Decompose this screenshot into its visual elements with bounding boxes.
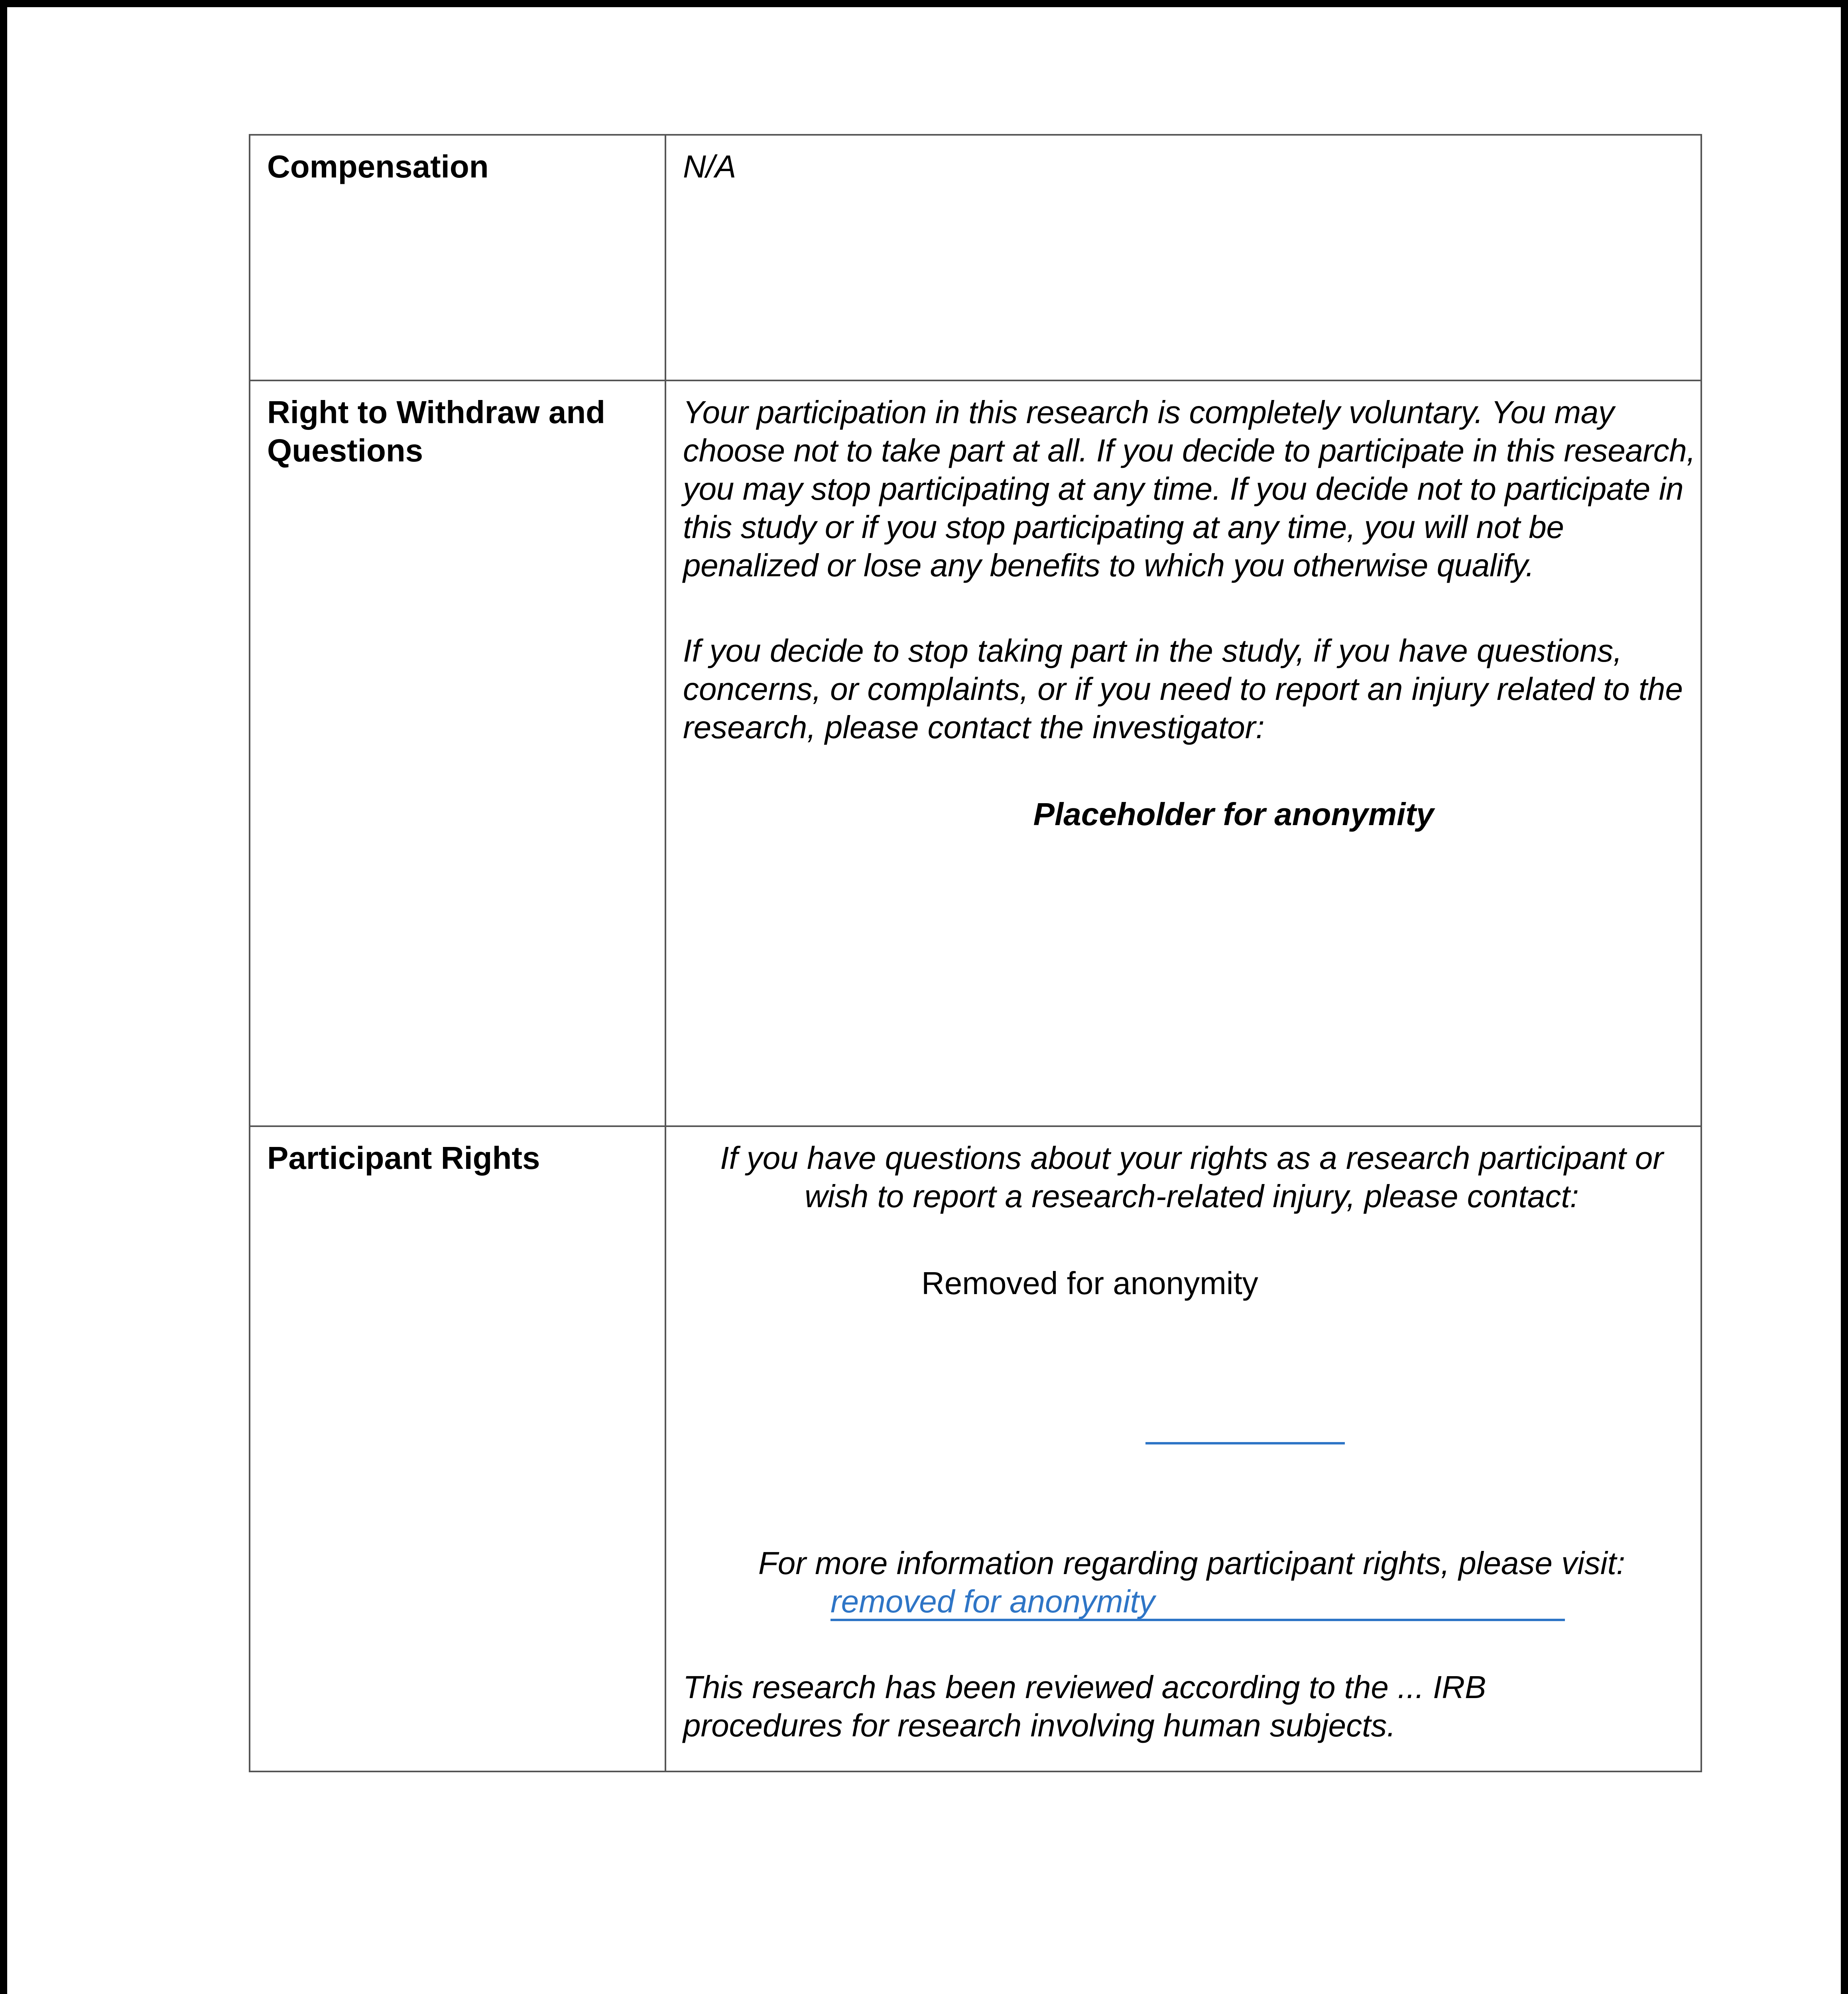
withdraw-row bbox=[250, 380, 1701, 1126]
rights-content-cell bbox=[665, 1126, 1701, 1771]
rights-label: Participant Rights bbox=[267, 1140, 540, 1176]
withdraw-paragraph-1: Your participation in this research is completely voluntary. You may choose not to take part at all. If you decide to participate in this research, you may stop participating at any time. If you decide not to participate in this study or if you stop participating at any time, you will not be penalized or lose any benefits to which you otherwise qualify. bbox=[683, 394, 1696, 583]
rights-intro-line2: wish to report a research-related injury, please contact: bbox=[805, 1178, 1579, 1214]
rights-content bbox=[666, 1127, 1700, 1745]
irb-review-statement bbox=[683, 1668, 1700, 1745]
more-info-text: For more information regarding participant rights, please visit: bbox=[758, 1545, 1626, 1581]
compensation-content: N/A bbox=[683, 149, 736, 184]
rights-intro bbox=[683, 1139, 1700, 1216]
withdraw-label-line1: Right to Withdraw and bbox=[267, 394, 606, 430]
withdraw-label-cell bbox=[250, 380, 665, 1126]
consent-form-table bbox=[249, 134, 1702, 1772]
compensation-label-cell bbox=[250, 135, 665, 380]
withdraw-paragraph-2: If you decide to stop taking part in the study, if you have questions, concerns, or complaints, or if you need to report an injury related to the research, please contact the investigator: bbox=[683, 633, 1683, 745]
irb-review-line2: procedures for research involving human subjects. bbox=[683, 1708, 1396, 1743]
empty-link-underline[interactable] bbox=[1145, 1442, 1345, 1444]
irb-review-line1: This research has been reviewed according to the ... IRB bbox=[683, 1669, 1486, 1705]
withdraw-label bbox=[250, 381, 665, 470]
compensation-label: Compensation bbox=[267, 149, 489, 184]
rights-label-cell bbox=[250, 1126, 665, 1771]
compensation-row bbox=[250, 135, 1701, 380]
withdraw-content-cell bbox=[665, 380, 1701, 1126]
participant-rights-row bbox=[250, 1126, 1701, 1771]
rights-contact: Removed for anonymity bbox=[921, 1265, 1258, 1301]
participant-rights-link[interactable]: removed for anonymity bbox=[831, 1584, 1565, 1621]
compensation-content-cell bbox=[665, 135, 1701, 380]
withdraw-label-line2: Questions bbox=[267, 433, 423, 468]
withdraw-content bbox=[666, 381, 1700, 833]
investigator-placeholder: Placeholder for anonymity bbox=[1033, 796, 1434, 832]
rights-intro-line1: If you have questions about your rights as a research participant or bbox=[720, 1140, 1663, 1176]
